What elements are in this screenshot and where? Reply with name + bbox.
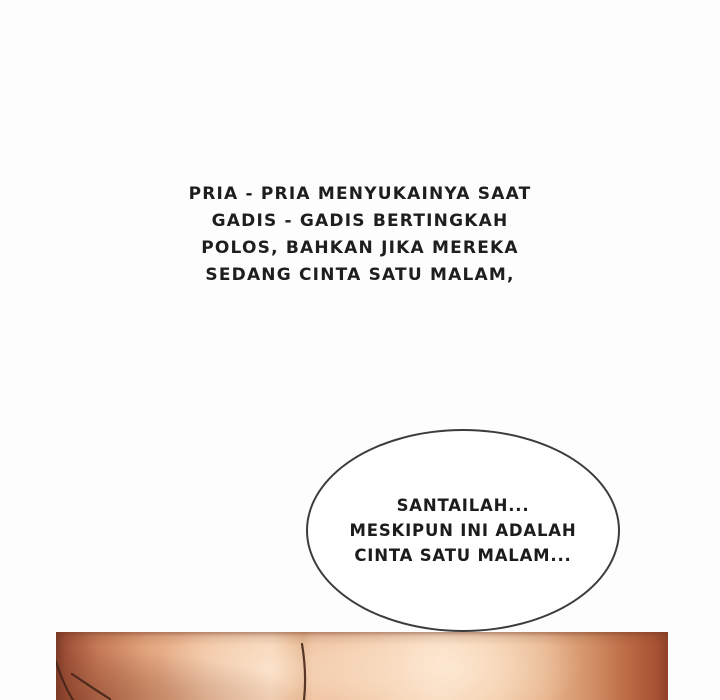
contour-left-diagonal	[72, 674, 110, 699]
bubble-line-2: MESKIPUN INI ADALAH	[349, 521, 577, 540]
narration-line-4: SEDANG CINTA SATU MALAM,	[205, 265, 515, 285]
narration-caption	[0, 181, 720, 289]
bubble-line-3: CINTA SATU MALAM...	[354, 546, 572, 565]
contour-center-crease	[302, 644, 305, 700]
artwork-panel	[56, 632, 668, 700]
narration-line-1: PRIA - PRIA MENYUKAINYA SAAT	[188, 184, 532, 204]
body-contour-lines	[56, 632, 668, 700]
narration-line-3: POLOS, BAHKAN JIKA MEREKA	[201, 238, 519, 258]
contour-left-curve	[56, 654, 73, 700]
speech-bubble	[306, 429, 620, 632]
bubble-line-1: SANTAILAH...	[396, 496, 530, 515]
narration-line-2: GADIS - GADIS BERTINGKAH	[211, 211, 509, 231]
